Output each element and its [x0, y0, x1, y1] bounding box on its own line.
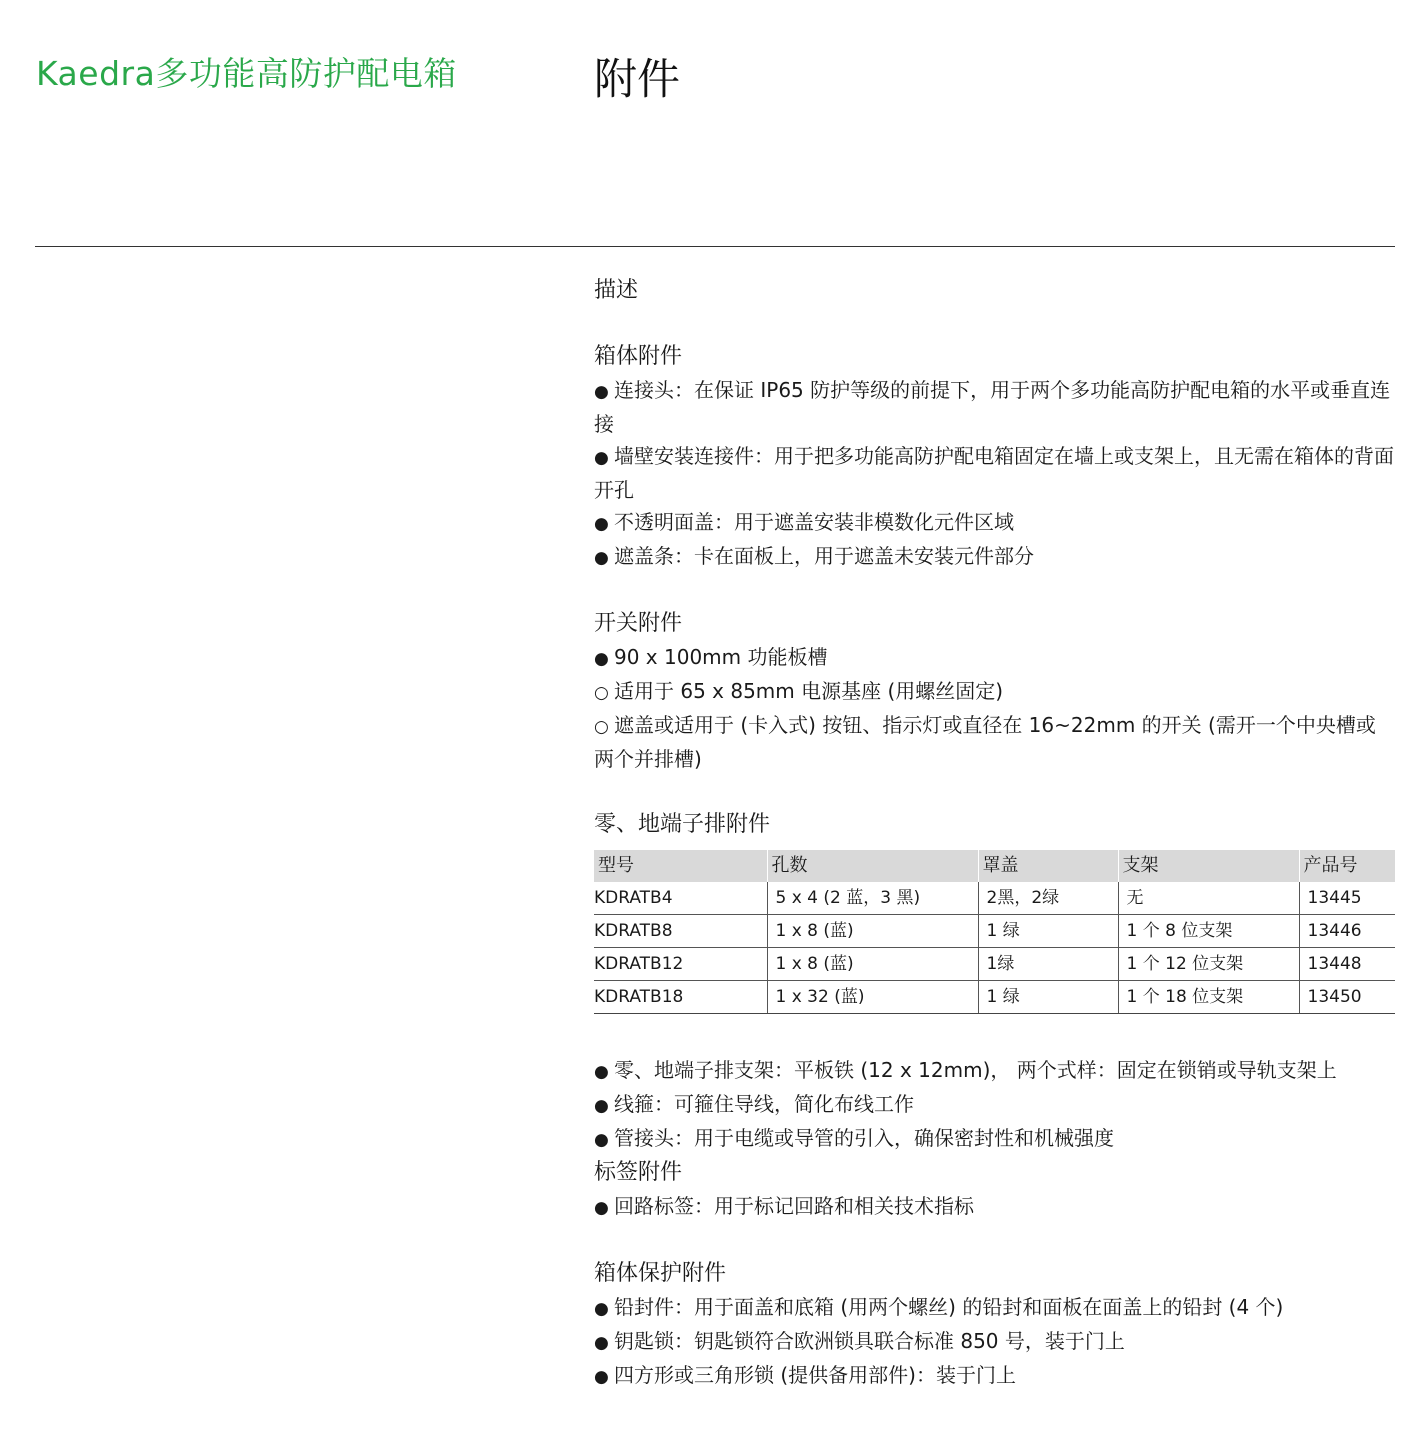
table-cell: 13450	[1299, 981, 1395, 1014]
bullet-icon: ●	[594, 548, 609, 568]
table-cell: 13446	[1299, 915, 1395, 948]
column-header: 产品号	[1299, 850, 1395, 882]
hollow-bullet-icon: ○	[594, 683, 609, 703]
item-text: 连接头：在保证 IP65 防护等级的前提下，用于两个多功能高防护配电箱的水平或垂直连接	[594, 378, 1391, 436]
list-item	[594, 1325, 1395, 1359]
table-cell: 1 个 8 位支架	[1118, 915, 1299, 948]
bullet-icon: ●	[594, 1096, 609, 1116]
list-item	[594, 641, 1395, 675]
list-item	[594, 1122, 1395, 1156]
table-cell: 5 x 4 (2 蓝，3 黑)	[767, 882, 978, 915]
table-cell: 13445	[1299, 882, 1395, 915]
section-heading: 标签附件	[594, 1160, 683, 1185]
item-text: 遮盖条：卡在面板上，用于遮盖未安装元件部分	[614, 544, 1034, 568]
column-header: 型号	[594, 850, 767, 882]
list-item	[594, 709, 1395, 775]
table-row	[594, 882, 1395, 915]
section-enclosure	[594, 340, 1395, 574]
bullet-icon: ●	[594, 1130, 609, 1150]
table-cell: 13448	[1299, 948, 1395, 981]
hollow-bullet-icon: ○	[594, 717, 609, 737]
list-item	[594, 540, 1395, 574]
list-item	[594, 1054, 1395, 1088]
item-text: 不透明面盖：用于遮盖安装非模数化元件区域	[614, 510, 1014, 534]
table-cell: KDRATB12	[594, 948, 767, 981]
item-text: 回路标签：用于标记回路和相关技术指标	[614, 1194, 974, 1218]
table-cell: 1 绿	[978, 915, 1118, 948]
section-heading: 箱体附件	[594, 344, 683, 369]
item-list	[594, 1190, 1395, 1224]
table-cell: 2黑，2绿	[978, 882, 1118, 915]
list-item	[594, 1359, 1395, 1393]
item-text: 90 x 100mm 功能板槽	[614, 645, 828, 669]
item-text: 零、地端子排支架：平板铁 (12 x 12mm)， 两个式样：固定在锁销或导轨支架上	[614, 1058, 1337, 1082]
column-header: 孔数	[767, 850, 978, 882]
list-item	[594, 506, 1395, 540]
item-text: 适用于 65 x 85mm 电源基座 (用螺丝固定)	[614, 679, 1004, 703]
list-item	[594, 1190, 1395, 1224]
bullet-icon: ●	[594, 1333, 609, 1353]
terminal-table	[594, 850, 1395, 1014]
bullet-icon: ●	[594, 1062, 609, 1082]
item-text: 管接头：用于电缆或导管的引入，确保密封性和机械强度	[614, 1126, 1114, 1150]
table-row	[594, 981, 1395, 1014]
bullet-icon: ●	[594, 1198, 609, 1218]
brand-title: Kaedra多功能高防护配电箱	[36, 54, 457, 93]
item-list	[594, 374, 1395, 574]
section-terminal	[594, 808, 1395, 1156]
table-row	[594, 948, 1395, 981]
section-heading: 箱体保护附件	[594, 1261, 727, 1286]
description-heading: 描述	[594, 278, 639, 303]
bullet-icon: ●	[594, 1299, 609, 1319]
table-cell: 1 x 8 (蓝)	[767, 948, 978, 981]
table-cell: 1 个 12 位支架	[1118, 948, 1299, 981]
bullet-icon: ●	[594, 1367, 609, 1387]
bullet-icon: ●	[594, 448, 609, 468]
table-cell: KDRATB18	[594, 981, 767, 1014]
item-text: 线箍：可箍住导线，简化布线工作	[614, 1092, 914, 1116]
section-switch	[594, 607, 1395, 775]
section-protection	[594, 1257, 1395, 1393]
section-heading: 零、地端子排附件	[594, 812, 771, 837]
table-header-row	[594, 850, 1395, 882]
item-text: 铅封件：用于面盖和底箱 (用两个螺丝) 的铅封和面板在面盖上的铅封 (4 个)	[614, 1295, 1284, 1319]
table-cell: 1绿	[978, 948, 1118, 981]
section-heading: 开关附件	[594, 611, 683, 636]
column-header: 支架	[1118, 850, 1299, 882]
list-item	[594, 374, 1395, 440]
table-cell: 1 x 8 (蓝)	[767, 915, 978, 948]
item-list	[594, 1291, 1395, 1393]
table-row	[594, 915, 1395, 948]
bullet-icon: ●	[594, 649, 609, 669]
table-cell: KDRATB4	[594, 882, 767, 915]
table-cell: 无	[1118, 882, 1299, 915]
table-cell: KDRATB8	[594, 915, 767, 948]
item-text: 墙壁安装连接件：用于把多功能高防护配电箱固定在墙上或支架上，且无需在箱体的背面开孔	[594, 444, 1394, 502]
item-text: 四方形或三角形锁 (提供备用部件)：装于门上	[614, 1363, 1016, 1387]
item-list	[594, 641, 1395, 775]
table-cell: 1 绿	[978, 981, 1118, 1014]
list-item	[594, 1291, 1395, 1325]
item-list	[594, 1054, 1395, 1156]
list-item	[594, 1088, 1395, 1122]
section-label	[594, 1156, 1395, 1224]
bullet-icon: ●	[594, 382, 609, 402]
item-text: 钥匙锁：钥匙锁符合欧洲锁具联合标准 850 号，装于门上	[614, 1329, 1125, 1353]
list-item	[594, 675, 1395, 709]
header-divider	[35, 246, 1395, 247]
main-content	[594, 275, 1395, 1426]
table-cell: 1 x 32 (蓝)	[767, 981, 978, 1014]
column-header: 罩盖	[978, 850, 1118, 882]
bullet-icon: ●	[594, 514, 609, 534]
table-cell: 1 个 18 位支架	[1118, 981, 1299, 1014]
item-text: 遮盖或适用于 (卡入式) 按钮、指示灯或直径在 16~22mm 的开关 (需开一个中央槽或两个并排槽)	[594, 713, 1376, 771]
list-item	[594, 440, 1395, 506]
page-title: 附件	[594, 55, 680, 105]
